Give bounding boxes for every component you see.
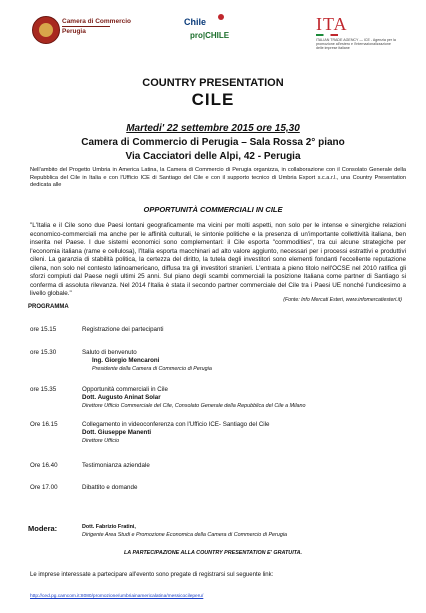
program-text: Saluto di benvenuto [82, 349, 137, 356]
chile-star-icon [218, 14, 224, 20]
program-label: PROGRAMMA [28, 304, 69, 310]
program-time: ore 15.35 [30, 386, 57, 393]
program-text: Collegamento in videoconferenza con l'Ufficio ICE- Santiago del Cile [82, 421, 270, 428]
program-speaker: Dott. Giuseppe Manenti [82, 429, 152, 436]
prochile-logo [180, 17, 232, 47]
program-text: Dibattito e domande [82, 484, 138, 491]
cc-name-line1: Camera di Commercio [62, 18, 131, 25]
ita-word: ITA [316, 14, 348, 34]
moderator-block [82, 524, 412, 539]
program-affiliation: Presidente della Camera di Commercio di Perugia [92, 366, 212, 372]
chile-word: Chile [184, 17, 207, 27]
page-title: CILE [191, 90, 235, 109]
moderator-name: Dott. Fabrizio Fratini, [82, 524, 136, 530]
kicker-title: COUNTRY PRESENTATION [142, 77, 284, 89]
free-participation-note: LA PARTECIPAZIONE ALLA COUNTRY PRESENTATION E' GRATUITA. [124, 550, 302, 556]
ita-flag-icon [316, 34, 338, 36]
program-speaker: Ing. Giorgio Mencaroni [92, 357, 160, 364]
program-time: ore 15.15 [30, 326, 57, 333]
program-time: Ore 17.00 [30, 484, 58, 491]
cc-name-line2: Perugia [62, 28, 86, 35]
registration-link[interactable]: http://ced.pg.camcom.it:8080/promozione/umbriainamericalatina/messicocileperu/ [30, 594, 204, 599]
moderator-role: Dirigente Area Studi e Promozione Economica della Camera di Commercio di Perugia [82, 531, 288, 538]
program-time: ore 15.30 [30, 349, 57, 356]
intro-paragraph: Nell'ambito del Progetto Umbria in America Latina, la Camera di Commercio di Perugia organizza, in collaborazione con il Consolato Generale della Repubblica del Cile in Italia e con l'Ufficio ICE di Santiago del Cile e con il supporto tecnico di Umbria Export s.c.a.r.l., una Country Presentation dedicata alle [30, 167, 406, 189]
program-time: Ore 16.40 [30, 462, 58, 469]
program-time: Ore 16.15 [30, 421, 58, 428]
program-speaker: Dott. Augusto Aninat Solar [82, 394, 161, 401]
moderator-label: Modera: [28, 524, 58, 533]
venue-line-2: Via Cacciatori delle Alpi, 42 - Perugia [125, 151, 301, 162]
source-note: (Fonte: Info Mercati Esteri, www.infomercatiesteri.it) [283, 297, 402, 303]
ita-logo [316, 14, 396, 50]
program-text: Registrazione dei partecipanti [82, 326, 164, 333]
program-affiliation: Direttore Ufficio [82, 438, 120, 444]
ita-subtitle: ITALIAN TRADE AGENCY — ICE - Agenzia per la promozione all'estero e l'internazionalizzazione delle imprese italiane [316, 38, 396, 50]
registration-text: Le imprese interessate a partecipare all'evento sono pregate di registrarsi sul seguente link: [30, 572, 274, 578]
prochile-word: pro|CHILE [190, 31, 230, 40]
section-title: OPPORTUNITÀ COMMERCIALI IN CILE [143, 205, 283, 214]
program-affiliation: Direttore Ufficio Commerciale del Cile, Consolato Generale della Repubblica del Cile a Milano [82, 403, 306, 409]
camera-commercio-logo [32, 16, 60, 44]
program-text: Testimonianza aziendale [82, 462, 150, 469]
cc-divider [62, 26, 110, 27]
program-text: Opportunità commerciali in Cile [82, 386, 168, 393]
event-date: Martedi' 22 settembre 2015 ore 15,30 [126, 123, 300, 134]
venue-line-1: Camera di Commercio di Perugia – Sala Rossa 2° piano [81, 137, 345, 148]
body-quote: "L'Italia e il Cile sono due Paesi lontani geograficamente ma vicini per molti aspetti, non solo per le intense e sinergiche relazioni economico-commerciali ma anche per le affinità culturali, le sintonie politiche e la presenza di un'importante collettività italiana, ben inserita nel Paese. I due sistemi economici sono complementari: il Cile esporta "commodities", tra cui alcune strategiche per l'economia italiana (rame e cellulosa), l'Italia esporta macchinari ad alto valore aggiunto, necessari per i processi estrattivi e produttivi cileni. La garanzia di stabilità politica, la certezza del diritto, la tutela degli investitori sono elementi fondanti l'eccellente reputazione cilena, non solo nel contesto latinoamericano, diffusa tra gli investitori stranieri. L'entrata a pieno titolo nell'OCSE nel 2010 ratifica gli sforzi compiuti dal Paese negli ultimi 25 anni. Sul piano degli scambi commerciali la posizione Italiana come partner di Santiago si conferma di assoluta rilevanza. Nel 2014 l'Italia è stata il secondo partner commerciale del Cile tra i Paesi UE nonché l'undicesimo a livello globale." [30, 222, 406, 297]
